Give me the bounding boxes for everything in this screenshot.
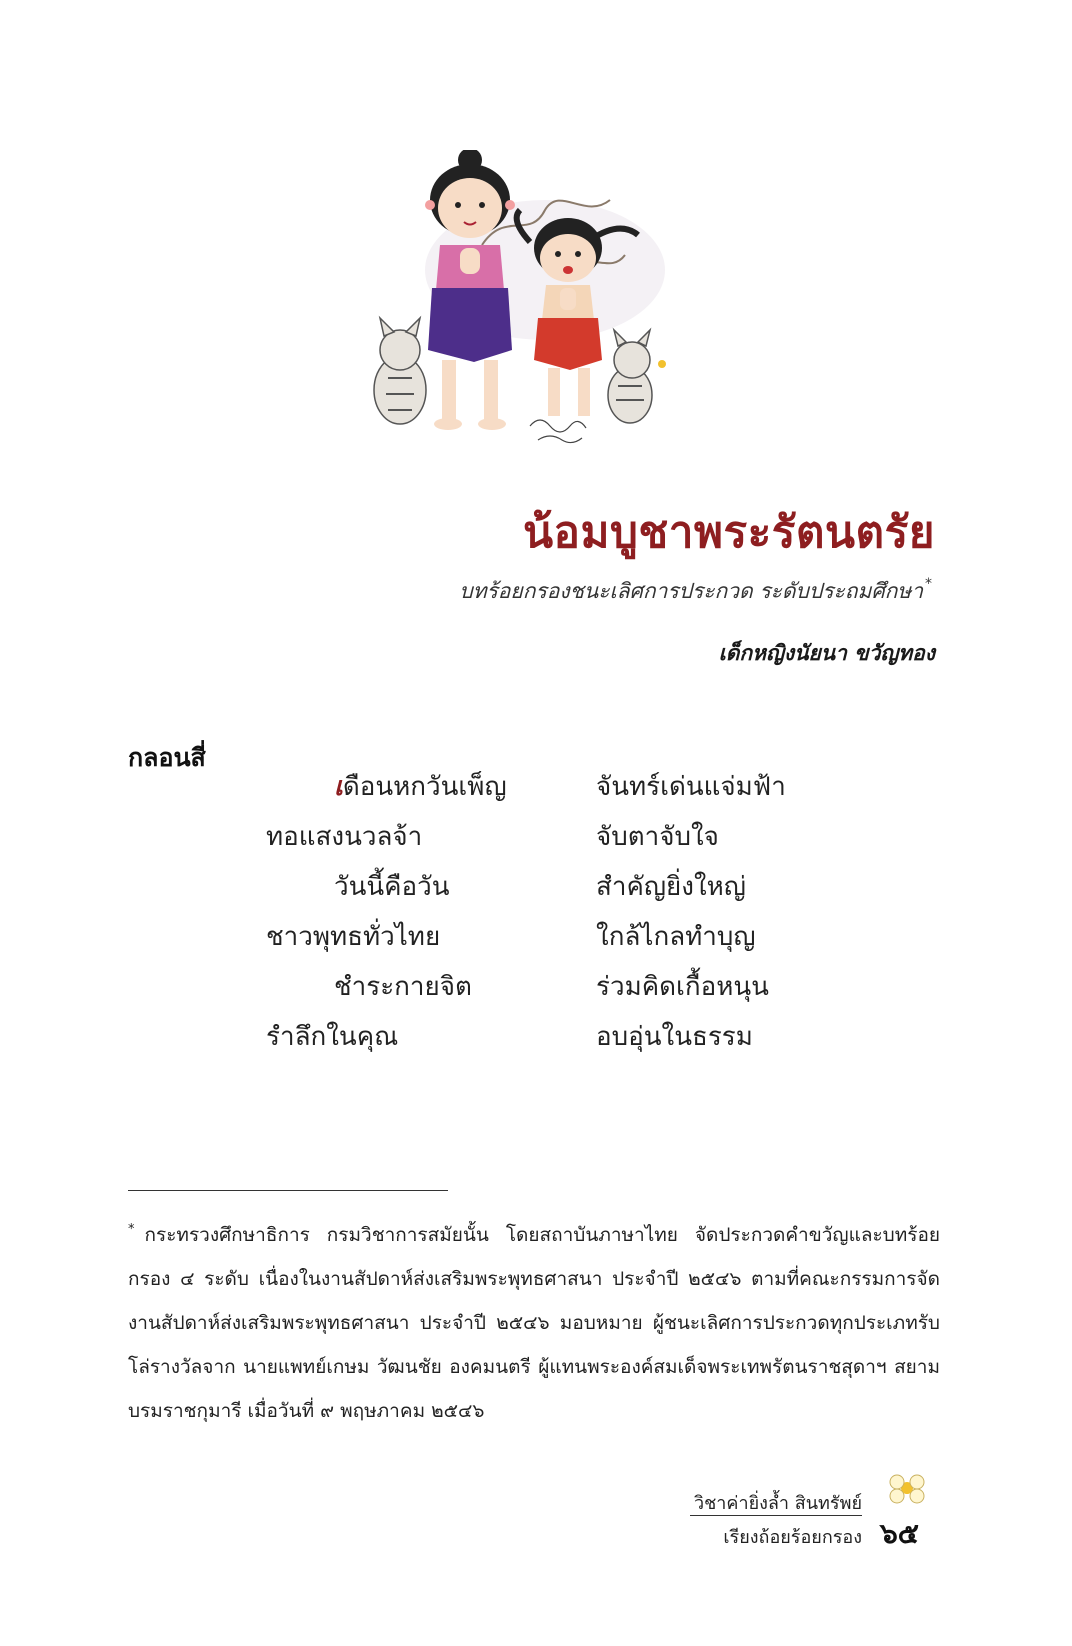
author-name: เด็กหญิงนัยนา ขวัญทอง (718, 641, 935, 665)
verse-line-right: จับตาจับใจ (596, 822, 719, 852)
verse-line-right: อบอุ่นในธรรม (596, 1022, 753, 1052)
footnote-marker: * (128, 1222, 135, 1237)
verse-line-left: ชำระกายจิต (334, 972, 472, 1002)
verse-line-left: ชาวพุทธทั่วไทย (266, 922, 441, 952)
page-number: ๖๕ (880, 1517, 919, 1550)
verse-line-right: สำคัญยิ่งใหญ่ (596, 872, 746, 902)
decorative-initial: เ (334, 772, 343, 802)
flower-icon (884, 1468, 930, 1508)
verse-line-right: ร่วมคิดเกื้อหนุน (596, 972, 769, 1002)
footnote (128, 1208, 940, 1433)
footnote-marker: * (925, 576, 932, 592)
verse-line-right: จันทร์เด่นแจ่มฟ้า (596, 772, 786, 802)
footer-section-title: เรียงถ้อยร้อยกรอง (723, 1527, 862, 1548)
verse-line-right: ใกล้ไกลทำบุญ (596, 922, 756, 952)
poem-subtitle (459, 575, 932, 608)
verse-line-left: วันนี้คือวัน (334, 872, 450, 902)
verse-text: ดือนหกวันเพ็ญ (342, 772, 507, 802)
subtitle-text: บทร้อยกรองชนะเลิศการประกวด ระดับประถมศึกษา (459, 579, 923, 603)
footer-series-title: วิชาค่ายิ่งล้ำ สินทรัพย์ (693, 1493, 862, 1514)
footnote-text: กระทรวงศึกษาธิการ กรมวิชาการสมัยนั้น โดยสถาบันภาษาไทย จัดประกวดคำขวัญและบทร้อยกรอง ๔ ระดับ เนื่องในงานสัปดาห์ส่งเสริมพระพุทธศาสนา ประจำปี ๒๕๔๖ ตามที่คณะกรรมการจัดงานสัปดาห์ส่งเสริมพระพุทธศาสนา ประจำปี ๒๕๔๖ มอบหมาย ผู้ชนะเลิศการประกวดทุกประเภทรับโล่รางวัลจาก นายแพทย์เกษม วัฒนชัย องคมนตรี ผู้แทนพระองค์สมเด็จพระเทพรัตนราชสุดาฯ สยามบรมราชกุมารี เมื่อวันที่ ๙ พฤษภาคม ๒๕๔๖ (128, 1224, 940, 1422)
verse-line-left (334, 766, 507, 807)
children-praying-illustration (370, 150, 690, 470)
verse-line-left: ทอแสงนวลจ้า (266, 822, 423, 852)
verse-line-left: รำลึกในคุณ (266, 1022, 399, 1052)
poem-title: น้อมบูชาพระรัตนตรัย (522, 507, 935, 558)
footnote-divider (128, 1190, 448, 1191)
poem-form-label: กลอนสี่ (128, 743, 206, 772)
footer-divider (690, 1515, 862, 1516)
